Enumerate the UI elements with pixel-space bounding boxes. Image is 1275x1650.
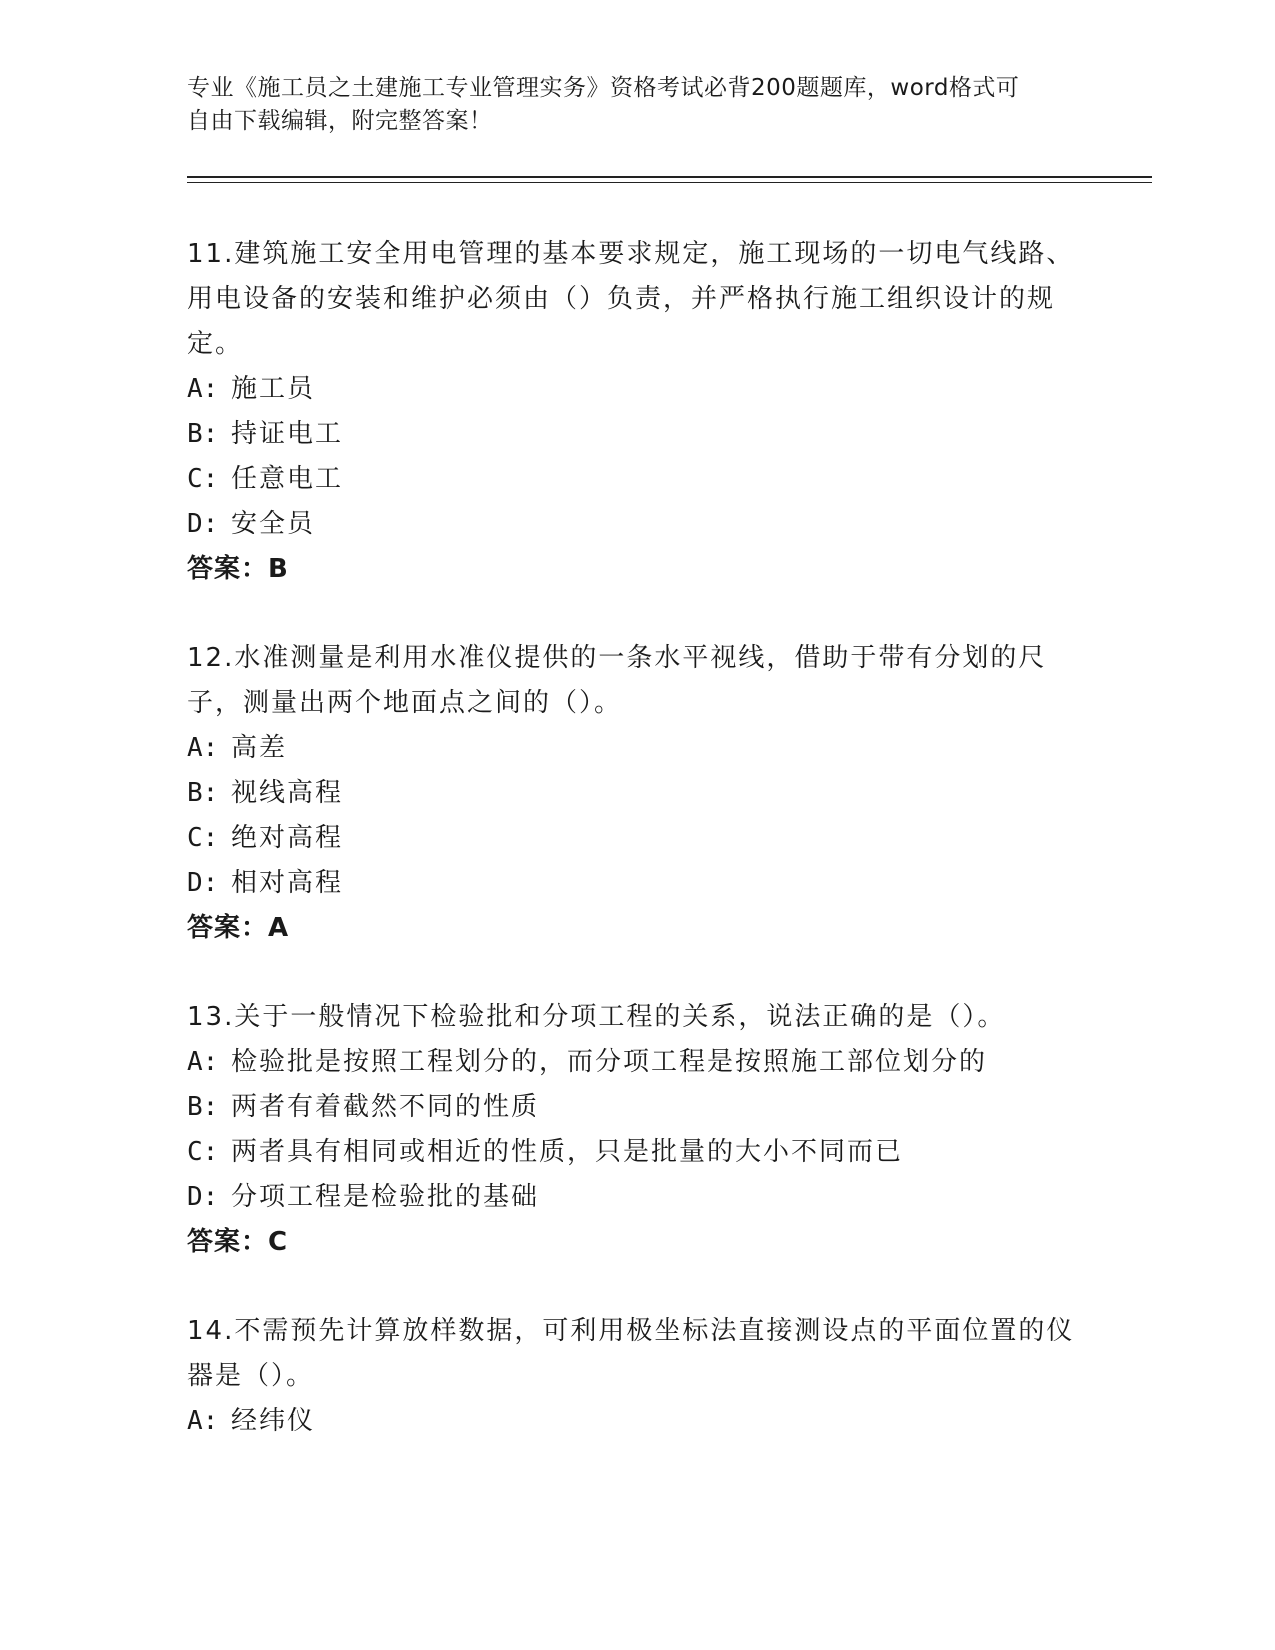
option-b bbox=[187, 412, 1087, 457]
option-letter: D: bbox=[187, 509, 219, 539]
option-text: 检验批是按照工程划分的，而分项工程是按照施工部位划分的 bbox=[231, 1047, 988, 1077]
question-stem: 12.水准测量是利用水准仪提供的一条水平视线，借助于带有分划的尺子，测量出两个地面点之间的（）。 bbox=[187, 643, 1047, 718]
question-13 bbox=[187, 995, 1087, 1265]
option-text: 视线高程 bbox=[231, 778, 344, 808]
answer-label: 答案：A bbox=[187, 913, 290, 943]
option-letter: A: bbox=[187, 374, 219, 404]
option-letter: B: bbox=[187, 419, 219, 449]
option-b bbox=[187, 1085, 1087, 1130]
option-text: 施工员 bbox=[231, 374, 316, 404]
option-text: 绝对高程 bbox=[231, 823, 344, 853]
option-text: 任意电工 bbox=[231, 464, 344, 494]
answer-label: 答案：C bbox=[187, 1227, 289, 1257]
question-stem: 13.关于一般情况下检验批和分项工程的关系，说法正确的是（）。 bbox=[187, 1002, 1006, 1032]
option-text: 相对高程 bbox=[231, 868, 344, 898]
option-text: 安全员 bbox=[231, 509, 316, 539]
option-c bbox=[187, 457, 1087, 502]
option-letter: C: bbox=[187, 464, 219, 494]
question-11 bbox=[187, 232, 1087, 592]
option-a bbox=[187, 367, 1087, 412]
option-letter: C: bbox=[187, 1137, 219, 1167]
document-header bbox=[187, 72, 1067, 138]
question-stem: 11.建筑施工安全用电管理的基本要求规定，施工现场的一切电气线路、用电设备的安装和维护必须由（）负责，并严格执行施工组织设计的规定。 bbox=[187, 239, 1075, 359]
question-list bbox=[187, 232, 1087, 1488]
question-12 bbox=[187, 636, 1087, 951]
option-text: 持证电工 bbox=[231, 419, 344, 449]
question-stem: 14.不需预先计算放样数据，可利用极坐标法直接测设点的平面位置的仪器是（）。 bbox=[187, 1316, 1075, 1391]
option-letter: C: bbox=[187, 823, 219, 853]
header-title-line-2: 自由下载编辑，附完整答案！ bbox=[187, 108, 493, 134]
option-a bbox=[187, 1399, 1087, 1444]
header-divider-thick bbox=[187, 176, 1152, 178]
question-14 bbox=[187, 1309, 1087, 1444]
option-a bbox=[187, 726, 1087, 771]
option-d bbox=[187, 861, 1087, 906]
option-text: 两者有着截然不同的性质 bbox=[231, 1092, 540, 1122]
option-text: 分项工程是检验批的基础 bbox=[231, 1182, 540, 1212]
option-letter: B: bbox=[187, 778, 219, 808]
option-b bbox=[187, 771, 1087, 816]
answer-label: 答案：B bbox=[187, 554, 289, 584]
option-a bbox=[187, 1040, 1087, 1085]
option-letter: B: bbox=[187, 1092, 219, 1122]
header-divider-thin bbox=[187, 182, 1152, 183]
header-title-line-1: 专业《施工员之土建施工专业管理实务》资格考试必背200题题库，word格式可 bbox=[187, 75, 1020, 101]
option-text: 经纬仪 bbox=[231, 1406, 316, 1436]
option-letter: D: bbox=[187, 1182, 219, 1212]
option-d bbox=[187, 1175, 1087, 1220]
option-c bbox=[187, 816, 1087, 861]
option-letter: A: bbox=[187, 1047, 219, 1077]
option-letter: A: bbox=[187, 733, 219, 763]
option-text: 高差 bbox=[231, 733, 288, 763]
option-text: 两者具有相同或相近的性质，只是批量的大小不同而已 bbox=[231, 1137, 904, 1167]
option-d bbox=[187, 502, 1087, 547]
option-c bbox=[187, 1130, 1087, 1175]
option-letter: A: bbox=[187, 1406, 219, 1436]
option-letter: D: bbox=[187, 868, 219, 898]
